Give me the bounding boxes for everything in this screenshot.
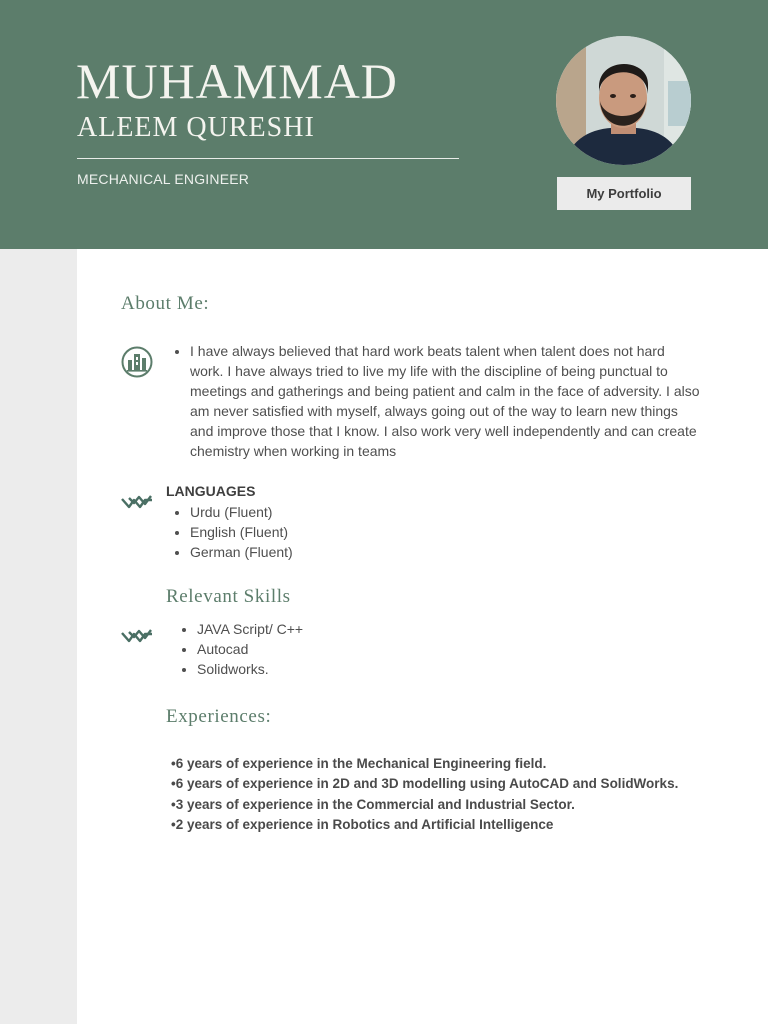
- zigzag-icon: [121, 491, 153, 518]
- profile-photo-graphic: [556, 36, 691, 165]
- skills-list: [179, 619, 303, 679]
- list-item: • English (Fluent): [190, 522, 293, 542]
- experiences-heading: Experiences:: [166, 706, 272, 727]
- left-sidebar: [0, 249, 77, 1024]
- languages-heading: LANGUAGES: [166, 483, 256, 499]
- list-item: • Autocad: [197, 639, 303, 659]
- last-name: ALEEM QURESHI: [77, 112, 315, 143]
- list-item: •6 years of experience in 2D and 3D modelling using AutoCAD and SolidWorks.: [171, 776, 679, 792]
- experiences-list: [171, 754, 678, 835]
- skills-heading: Relevant Skills: [166, 586, 291, 607]
- my-portfolio-button[interactable]: My Portfolio: [557, 177, 691, 210]
- list-item: • JAVA Script/ C++: [197, 619, 303, 639]
- zigzag-icon: [121, 625, 153, 652]
- header-divider: [77, 158, 459, 159]
- list-item: • German (Fluent): [190, 542, 293, 562]
- languages-list: [172, 502, 293, 562]
- profile-photo: [556, 36, 691, 165]
- first-name: MUHAMMAD: [76, 53, 398, 109]
- building-icon: [121, 346, 153, 383]
- job-title: MECHANICAL ENGINEER: [77, 171, 250, 187]
- list-item: • Solidworks.: [197, 659, 303, 679]
- about-text: • I have always believed that hard work beats talent when talent does not hard work. I have always tried to live my life with the discipline of being punctual to meetings and gatherings and being patient and calm in the face of adversity. I also am never satisfied with myself, always going out of the way to learn new things and improve those that I know. I also work very well independently and can create chemistry when working in teams: [190, 341, 702, 461]
- list-item: •6 years of experience in the Mechanical Engineering field.: [171, 756, 547, 771]
- list-item: • Urdu (Fluent): [190, 502, 293, 522]
- about-heading: About Me:: [121, 293, 210, 314]
- header-banner: [0, 0, 768, 249]
- list-item: •3 years of experience in the Commercial and Industrial Sector.: [171, 796, 575, 812]
- about-list: [172, 341, 702, 461]
- list-item: •2 years of experience in Robotics and Artificial Intelligence: [171, 816, 554, 832]
